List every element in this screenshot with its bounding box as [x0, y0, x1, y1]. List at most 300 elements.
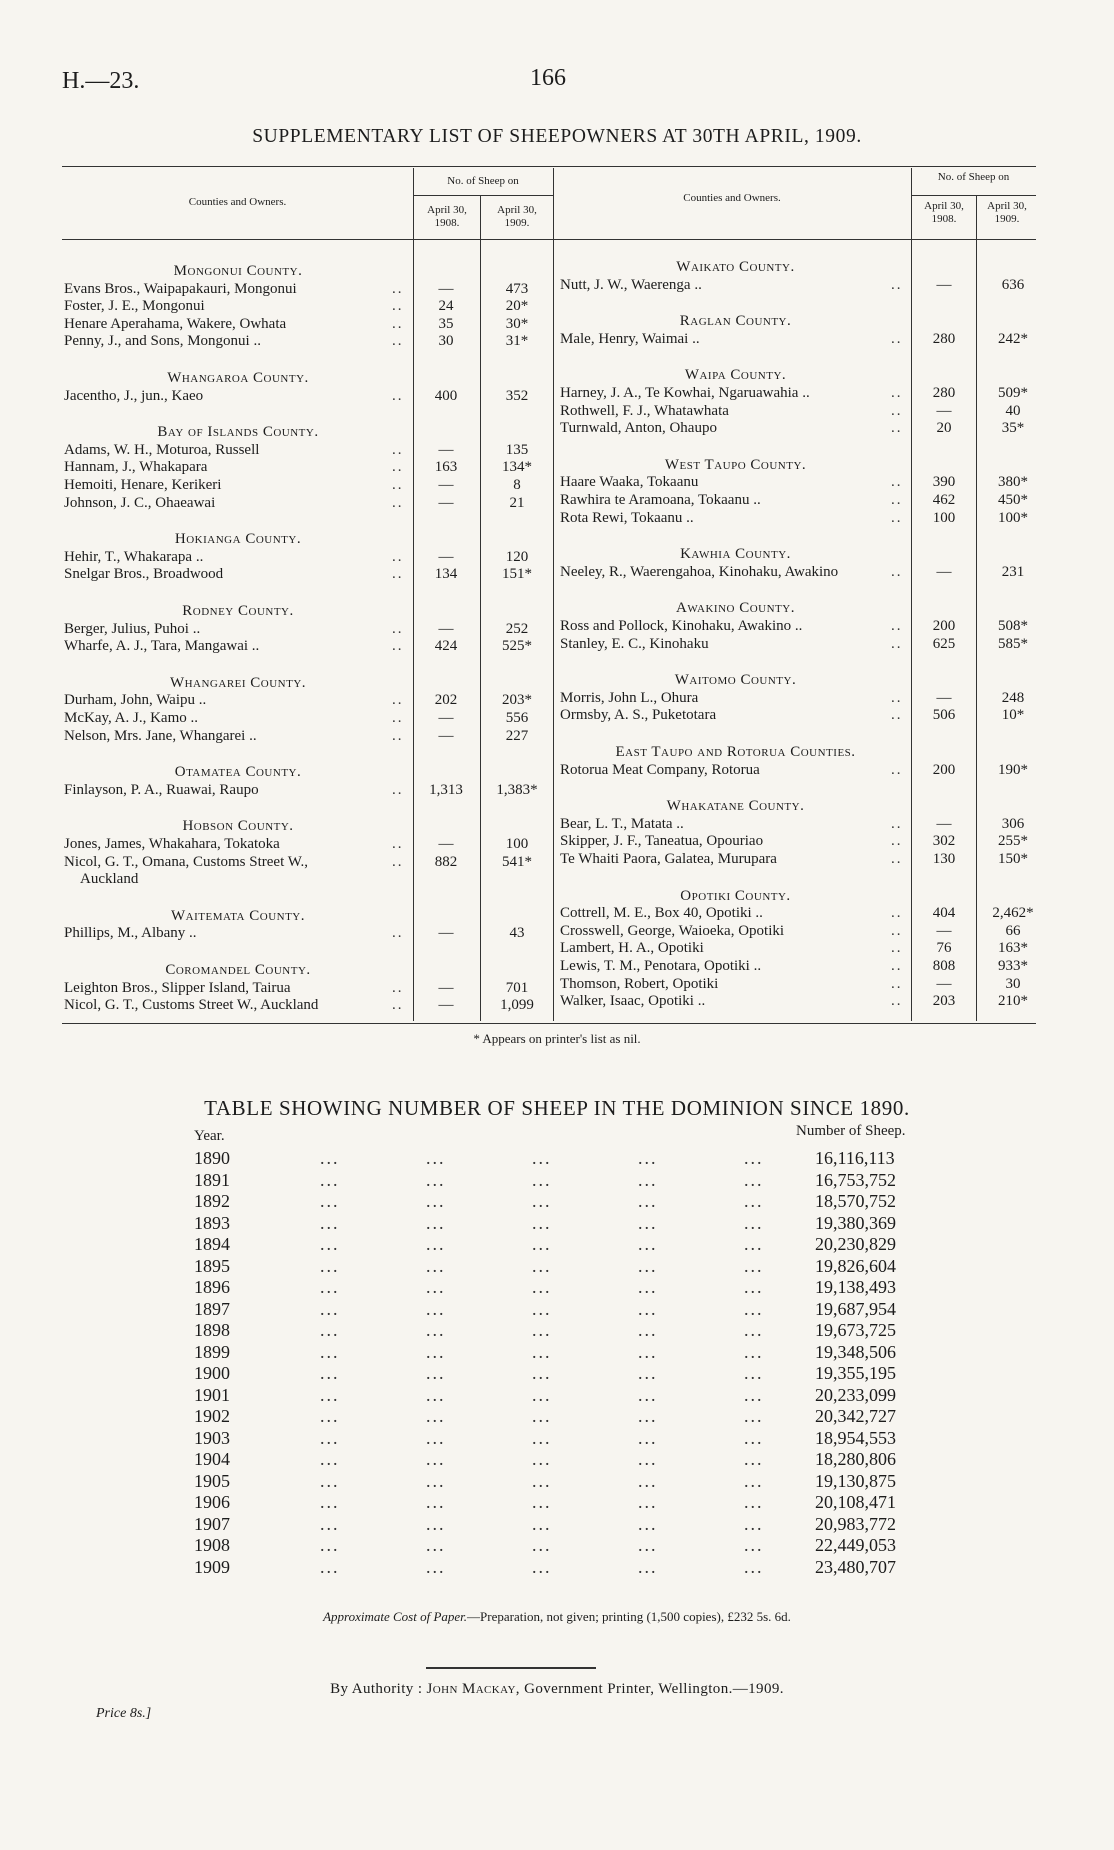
leader-dots: ..: [891, 385, 903, 401]
table-row: [0, 1363, 1114, 1384]
cost-label: Approximate Cost of Paper.: [323, 1609, 468, 1624]
sheep-1909-cell: 450*: [998, 492, 1028, 508]
sheep-1908-cell: 400: [434, 387, 458, 404]
table-row: [64, 565, 609, 583]
leader-dots: ..: [891, 940, 903, 957]
sheep-1908-cell: —: [438, 441, 454, 458]
table-row: [560, 402, 1036, 420]
county-heading: [64, 674, 609, 692]
leader-dots: ..: [891, 330, 903, 347]
sheep-count-cell: 19,673,725: [815, 1320, 896, 1340]
leader-dots: ..: [392, 710, 404, 726]
sheep-count-cell: 19,380,369: [815, 1212, 896, 1233]
sheep-count-cell: 18,570,752: [815, 1191, 896, 1211]
owner-name: Walker, Isaac, Opotiki ..: [560, 993, 706, 1010]
table-row: [0, 1256, 1114, 1277]
owner-name: Finlayson, P. A., Ruawai, Raupo: [64, 781, 259, 798]
sheep-1908-cell: 200: [932, 761, 956, 778]
table-row: [64, 387, 609, 405]
owners-header-right: Counties and Owners.: [683, 192, 781, 204]
sheep-1909-cell: 20*: [505, 298, 529, 315]
sheep-table-title: TABLE SHOWING NUMBER OF SHEEP IN THE DOMINION SINCE 1890.: [204, 1096, 910, 1120]
sheep-count-cell: 18,280,806: [815, 1449, 896, 1469]
year-cell: 1899: [194, 1341, 230, 1362]
table-row: [64, 280, 609, 298]
table-row: [64, 781, 609, 799]
price-note: Price 8s.]: [96, 1706, 152, 1721]
leader-dots: ..: [891, 922, 903, 939]
table-row: [0, 1406, 1114, 1427]
leader-dots: ..: [891, 402, 903, 419]
sheep-1908-cell: —: [438, 925, 454, 942]
sheep-1909-cell: 1,383*: [496, 781, 538, 798]
table-row: [560, 832, 1036, 850]
leader-dots: ..: [392, 477, 404, 493]
year-cell: 1895: [194, 1255, 230, 1276]
footnote: * Appears on printer's list as nil.: [473, 1031, 641, 1046]
sheep-1909-cell: 151*: [502, 566, 532, 583]
county-name: East Taupo and Rotorua Counties.: [615, 744, 856, 760]
county-heading: [560, 887, 1036, 905]
sheep-1908-cell: 280: [932, 385, 956, 401]
sheep-count-cell: 16,116,113: [815, 1148, 895, 1168]
table-row: [64, 494, 609, 512]
year-column-header: Year.: [194, 1128, 225, 1144]
leader-dots: ..: [891, 833, 903, 850]
county-name: Hokianga County.: [174, 531, 302, 548]
table-row: [560, 815, 1036, 833]
year-cell: 1890: [194, 1148, 230, 1168]
sheep-on-header-left: No. of Sheep on: [447, 175, 519, 187]
table-row: [0, 1148, 1114, 1169]
table-row: [0, 1492, 1114, 1513]
table-row: [64, 315, 609, 333]
county-name: Waitemata County.: [171, 907, 305, 924]
owner-name: Skipper, J. F., Taneatua, Opouriao: [560, 833, 764, 850]
table-row: [0, 1428, 1114, 1449]
owner-name: Cottrell, M. E., Box 40, Opotiki ..: [560, 905, 763, 922]
table-row: [0, 1277, 1114, 1298]
county-heading: [560, 456, 1036, 474]
sheep-1909-cell: 30*: [505, 315, 529, 332]
table-row: [64, 458, 609, 476]
year-cell: 1893: [194, 1212, 230, 1233]
county-heading: [64, 907, 609, 925]
leader-dots: ... ... ... ... ...: [320, 1234, 764, 1254]
owner-name: Auckland: [80, 871, 139, 888]
year-cell: 1907: [194, 1513, 230, 1534]
leader-dots: ..: [392, 387, 404, 404]
sheep-count-cell: 20,233,099: [815, 1384, 896, 1405]
leader-dots: ..: [392, 548, 404, 565]
sheep-1909-cell: 163*: [998, 940, 1028, 957]
authority-rule: [426, 1667, 596, 1669]
leader-dots: ... ... ... ... ...: [320, 1148, 764, 1168]
county-name: Waikato County.: [676, 259, 795, 275]
leader-dots: ... ... ... ... ...: [320, 1169, 764, 1190]
sheep-1908-cell: —: [438, 997, 454, 1014]
sheep-1908-cell: —: [438, 979, 454, 996]
table-row: [64, 441, 609, 459]
leader-dots: ..: [891, 563, 903, 580]
sheep-1908-cell: 280: [932, 330, 956, 347]
county-name: Mongonui County.: [173, 263, 303, 279]
owner-name: Morris, John L., Ohura: [560, 689, 699, 706]
sheep-1908-cell: 76: [936, 940, 952, 957]
sheep-1908-cell: —: [438, 710, 454, 726]
sheep-1908-cell: 404: [932, 905, 956, 922]
leader-dots: ..: [392, 315, 404, 332]
county-name: Bay of Islands County.: [157, 424, 319, 441]
sheep-1909-cell: 43: [509, 925, 525, 942]
sheep-1909-cell: 585*: [998, 635, 1028, 652]
table-row: [560, 957, 1036, 975]
owner-name: Johnson, J. C., Ohaeawai: [64, 494, 216, 511]
sheep-1909-cell: 255*: [998, 833, 1028, 850]
leader-dots: ... ... ... ... ...: [320, 1513, 764, 1534]
county-heading: [560, 671, 1036, 689]
leader-dots: ..: [392, 298, 404, 315]
leader-dots: ..: [392, 638, 404, 655]
sheep-1908-cell: 163: [434, 459, 458, 476]
sheep-1909-cell: 933*: [998, 958, 1028, 974]
table-row: [0, 1299, 1114, 1320]
sheep-1909-cell: 252: [505, 620, 529, 637]
leader-dots: ... ... ... ... ...: [320, 1384, 764, 1405]
table-row: [560, 761, 1036, 779]
owner-name: Foster, J. E., Mongonui: [64, 298, 205, 315]
table-row: [0, 1234, 1114, 1255]
year-cell: 1905: [194, 1470, 230, 1491]
table-row: [64, 853, 609, 871]
table-row: [64, 979, 609, 997]
county-heading: [560, 545, 1036, 563]
table-row: [64, 835, 609, 853]
sheep-1909-cell: 473: [505, 280, 529, 297]
sheep-1909-cell: 190*: [998, 761, 1028, 778]
leader-dots: ... ... ... ... ...: [320, 1556, 764, 1577]
leader-dots: ..: [392, 441, 404, 458]
sheep-1908-cell: —: [438, 548, 454, 565]
county-name: Waipa County.: [684, 367, 787, 384]
sheep-1908-cell: 390: [932, 474, 956, 491]
table-row: [0, 1449, 1114, 1470]
county-name: Kawhia County.: [680, 546, 791, 563]
leader-dots: ... ... ... ... ...: [320, 1449, 764, 1469]
year-cell: 1906: [194, 1492, 230, 1512]
sheep-1908-cell: —: [936, 276, 952, 293]
sheep-1908-cell: 1,313: [429, 781, 463, 798]
sheep-1908-cell: 35: [438, 315, 454, 332]
authority-prefix: By Authority :: [330, 1681, 423, 1697]
sheep-1909-cell: 1,099: [500, 997, 534, 1014]
sheep-1908-cell: 100: [932, 509, 956, 526]
table-row: [0, 1557, 1114, 1578]
header-bottom-rule: [62, 239, 1036, 240]
sheep-1909-cell: 210*: [998, 993, 1028, 1010]
table-row: [0, 1514, 1114, 1535]
sheep-1908-cell: 134: [434, 566, 458, 583]
document-reference: H.—23.: [62, 68, 140, 94]
col2-header-right: April 30, 1909.: [987, 200, 1027, 225]
leader-dots: ..: [891, 851, 903, 867]
owner-name: Hannam, J., Whakapara: [64, 459, 208, 476]
leader-dots: ... ... ... ... ...: [320, 1191, 764, 1211]
county-heading: [64, 602, 609, 620]
sheep-1909-cell: 8: [513, 477, 521, 493]
county-heading: [64, 423, 609, 441]
county-name: Rodney County.: [182, 603, 294, 619]
authority-line: [0, 1681, 1114, 1698]
table-row: [560, 330, 1036, 348]
sheep-1909-cell: 203*: [502, 692, 532, 709]
leader-dots: ... ... ... ... ...: [320, 1427, 764, 1448]
sheep-count-cell: 20,983,772: [815, 1513, 896, 1534]
leader-dots: ..: [891, 958, 903, 974]
sheep-1908-cell: —: [936, 922, 952, 939]
owner-name: McKay, A. J., Kamo ..: [64, 710, 199, 726]
cost-note: [0, 1609, 1114, 1625]
year-cell: 1903: [194, 1427, 230, 1448]
owner-name: Nicol, G. T., Customs Street W., Auckland: [64, 997, 319, 1014]
sheep-1908-cell: —: [438, 280, 454, 297]
sheep-1909-cell: 380*: [998, 474, 1028, 491]
owners-header-left: Counties and Owners.: [188, 196, 287, 208]
leader-dots: ..: [392, 459, 404, 476]
owner-name: Nicol, G. T., Omana, Customs Street W.,: [64, 853, 309, 870]
sheep-1909-cell: 66: [1005, 922, 1021, 939]
county-heading: [560, 599, 1036, 617]
leader-dots: ..: [392, 925, 404, 942]
county-name: Coromandel County.: [165, 962, 311, 978]
owner-name: Lambert, H. A., Opotiki: [560, 940, 704, 957]
county-name: Whangaroa County.: [167, 370, 309, 386]
sheep-1908-cell: —: [438, 620, 454, 637]
owner-name: Berger, Julius, Puhoi ..: [64, 620, 201, 637]
authority-rest: Government Printer, Wellington.—1909.: [524, 1681, 784, 1697]
table-row: [64, 620, 609, 638]
table-row: [560, 419, 1036, 437]
year-cell: 1898: [194, 1320, 230, 1340]
table-row: [560, 563, 1036, 581]
owner-name: Harney, J. A., Te Kowhai, Ngaruawahia ..: [560, 385, 810, 401]
table-row: [0, 1170, 1114, 1191]
year-cell: 1902: [194, 1406, 230, 1426]
county-name: Hobson County.: [182, 818, 294, 835]
table-row: [64, 332, 609, 350]
table-row: [560, 473, 1036, 491]
table-row: [560, 384, 1036, 402]
table-row: [560, 922, 1036, 940]
leader-dots: ... ... ... ... ...: [320, 1255, 764, 1276]
sheep-1909-cell: 248: [1001, 689, 1025, 706]
table-row: [560, 706, 1036, 724]
sheep-on-rule-left: [413, 195, 553, 196]
sheep-count-cell: 20,108,471: [815, 1492, 896, 1512]
table-row: [0, 1342, 1114, 1363]
sheep-1909-cell: 306: [1001, 815, 1025, 832]
sheep-1909-cell: 31*: [505, 333, 529, 350]
leader-dots: ... ... ... ... ...: [320, 1277, 764, 1297]
table-row: [560, 939, 1036, 957]
printer-name: John Mackay,: [426, 1681, 520, 1697]
county-heading: [64, 961, 609, 979]
number-column-header: Number of Sheep.: [796, 1123, 906, 1139]
cost-text: —Preparation, not given; printing (1,500 copies), £232 5s. 6d.: [467, 1609, 791, 1624]
county-name: Raglan County.: [679, 313, 792, 330]
leader-dots: ..: [392, 997, 404, 1014]
owner-name: Hemoiti, Henare, Kerikeri: [64, 477, 222, 493]
sheep-count-cell: 22,449,053: [815, 1535, 896, 1555]
owner-name: Stanley, E. C., Kinohaku: [560, 635, 709, 652]
sheep-count-cell: 19,687,954: [815, 1298, 896, 1319]
year-cell: 1894: [194, 1234, 230, 1254]
owner-name: Hehir, T., Whakarapa ..: [64, 548, 204, 565]
leader-dots: ... ... ... ... ...: [320, 1470, 764, 1491]
sheep-1909-cell: 40: [1005, 402, 1021, 419]
leader-dots: ..: [392, 727, 404, 744]
table-row: [560, 276, 1036, 294]
sheep-1909-cell: 35*: [1001, 420, 1025, 437]
owner-name: Rotorua Meat Company, Rotorua: [560, 761, 760, 778]
leader-dots: ..: [392, 979, 404, 996]
leader-dots: ..: [392, 853, 404, 870]
table-row: [64, 637, 609, 655]
year-cell: 1896: [194, 1277, 230, 1297]
year-cell: 1891: [194, 1169, 230, 1190]
owner-name: Crosswell, George, Waioeka, Opotiki: [560, 922, 785, 939]
leader-dots: ..: [891, 509, 903, 526]
table-row: [0, 1385, 1114, 1406]
sheep-1909-cell: 352: [505, 387, 529, 404]
sheep-1908-cell: 462: [932, 492, 956, 508]
table-row: [64, 548, 609, 566]
table-top-rule: [62, 166, 1036, 167]
leader-dots: ..: [891, 815, 903, 832]
year-cell: 1904: [194, 1449, 230, 1469]
county-heading: [560, 366, 1036, 384]
county-heading: [560, 797, 1036, 815]
county-name: Whangarei County.: [169, 674, 307, 691]
sheep-1908-cell: —: [438, 494, 454, 511]
sheep-1909-cell: 231: [1001, 563, 1025, 580]
sheep-1908-cell: 202: [434, 692, 458, 709]
sheep-count-cell: 19,138,493: [815, 1277, 896, 1297]
owner-name: Lewis, T. M., Penotara, Opotiki ..: [560, 958, 762, 974]
owner-name: Ormsby, A. S., Puketotara: [560, 707, 717, 724]
leader-dots: ..: [891, 993, 903, 1010]
sheep-1908-cell: —: [438, 477, 454, 493]
county-heading: [560, 258, 1036, 276]
sheep-1909-cell: 134*: [502, 459, 532, 476]
leader-dots: ..: [392, 566, 404, 583]
table-row: [560, 904, 1036, 922]
leader-dots: ..: [392, 280, 404, 297]
col2-header-left: April 30, 1909.: [497, 204, 537, 229]
county-name: Whakatane County.: [666, 798, 805, 815]
sheep-1908-cell: —: [936, 402, 952, 419]
col1-header-left: April 30, 1908.: [427, 204, 467, 229]
sheep-1908-cell: —: [936, 689, 952, 706]
leader-dots: ..: [891, 707, 903, 724]
owner-name: Leighton Bros., Slipper Island, Tairua: [64, 979, 291, 996]
owner-name: Turnwald, Anton, Ohaupo: [560, 420, 717, 437]
owner-name: Durham, John, Waipu ..: [64, 692, 207, 709]
leader-dots: ..: [392, 692, 404, 709]
sheep-count-cell: 20,230,829: [815, 1234, 896, 1254]
leader-dots: ... ... ... ... ...: [320, 1535, 764, 1555]
table-row: [0, 1535, 1114, 1556]
sheep-1909-cell: 508*: [998, 618, 1028, 634]
owner-name: Haare Waaka, Tokaanu: [560, 474, 699, 491]
leader-dots: ... ... ... ... ...: [320, 1298, 764, 1319]
sheep-count-cell: 19,348,506: [815, 1341, 896, 1362]
year-cell: 1900: [194, 1363, 230, 1383]
leader-dots: ..: [891, 975, 903, 992]
sheep-count-cell: 19,130,875: [815, 1470, 896, 1491]
table-row: [64, 297, 609, 315]
sheep-1908-cell: 808: [932, 958, 956, 974]
sheep-1908-cell: 130: [932, 851, 956, 867]
leader-dots: ... ... ... ... ...: [320, 1212, 764, 1233]
county-name: West Taupo County.: [664, 456, 807, 473]
sheep-1909-cell: 2,462*: [992, 905, 1034, 922]
page-number: 166: [530, 65, 566, 91]
sheep-1909-cell: 10*: [1001, 707, 1025, 724]
table-row: [64, 727, 609, 745]
sheep-1908-cell: 30: [438, 333, 454, 350]
sheep-1908-cell: 20: [936, 420, 952, 437]
owner-name: Male, Henry, Waimai ..: [560, 330, 700, 347]
sheep-1908-cell: 302: [932, 833, 956, 850]
owner-name: Evans Bros., Waipapakauri, Mongonui: [64, 280, 297, 297]
sheep-count-cell: 19,826,604: [815, 1255, 896, 1276]
owner-name: Rawhira te Aramoana, Tokaanu ..: [560, 492, 761, 508]
leader-dots: ..: [392, 620, 404, 637]
table-row: [0, 1213, 1114, 1234]
leader-dots: ..: [392, 836, 404, 852]
leader-dots: ..: [891, 474, 903, 491]
sheep-1908-cell: —: [438, 727, 454, 744]
county-heading: [64, 817, 609, 835]
owner-name: Te Whaiti Paora, Galatea, Murupara: [560, 851, 777, 867]
county-heading: [64, 369, 609, 387]
owner-name: Bear, L. T., Matata ..: [560, 815, 684, 832]
sheep-1909-cell: 21: [509, 494, 525, 511]
table-row: [560, 491, 1036, 509]
table-row: [0, 1191, 1114, 1212]
leader-dots: ..: [891, 420, 903, 437]
leader-dots: ... ... ... ... ...: [320, 1341, 764, 1362]
owner-name: Henare Aperahama, Wakere, Owhata: [64, 315, 287, 332]
leader-dots: ..: [891, 689, 903, 706]
sheep-1909-cell: 541*: [502, 853, 532, 870]
owner-name: Adams, W. H., Moturoa, Russell: [64, 441, 260, 458]
year-cell: 1908: [194, 1535, 230, 1555]
sheep-1909-cell: 525*: [502, 638, 532, 655]
leader-dots: ..: [891, 492, 903, 508]
sheep-1909-cell: 701: [505, 979, 529, 996]
owner-name: Snelgar Bros., Broadwood: [64, 566, 224, 583]
leader-dots: ... ... ... ... ...: [320, 1363, 764, 1383]
sheep-1908-cell: 424: [434, 638, 458, 655]
sheep-1909-cell: 100*: [998, 509, 1028, 526]
table-row: [64, 996, 609, 1014]
table-row: [64, 709, 609, 727]
year-cell: 1892: [194, 1191, 230, 1211]
owner-name: Rothwell, F. J., Whatawhata: [560, 402, 729, 419]
sheep-1908-cell: 203: [932, 993, 956, 1010]
